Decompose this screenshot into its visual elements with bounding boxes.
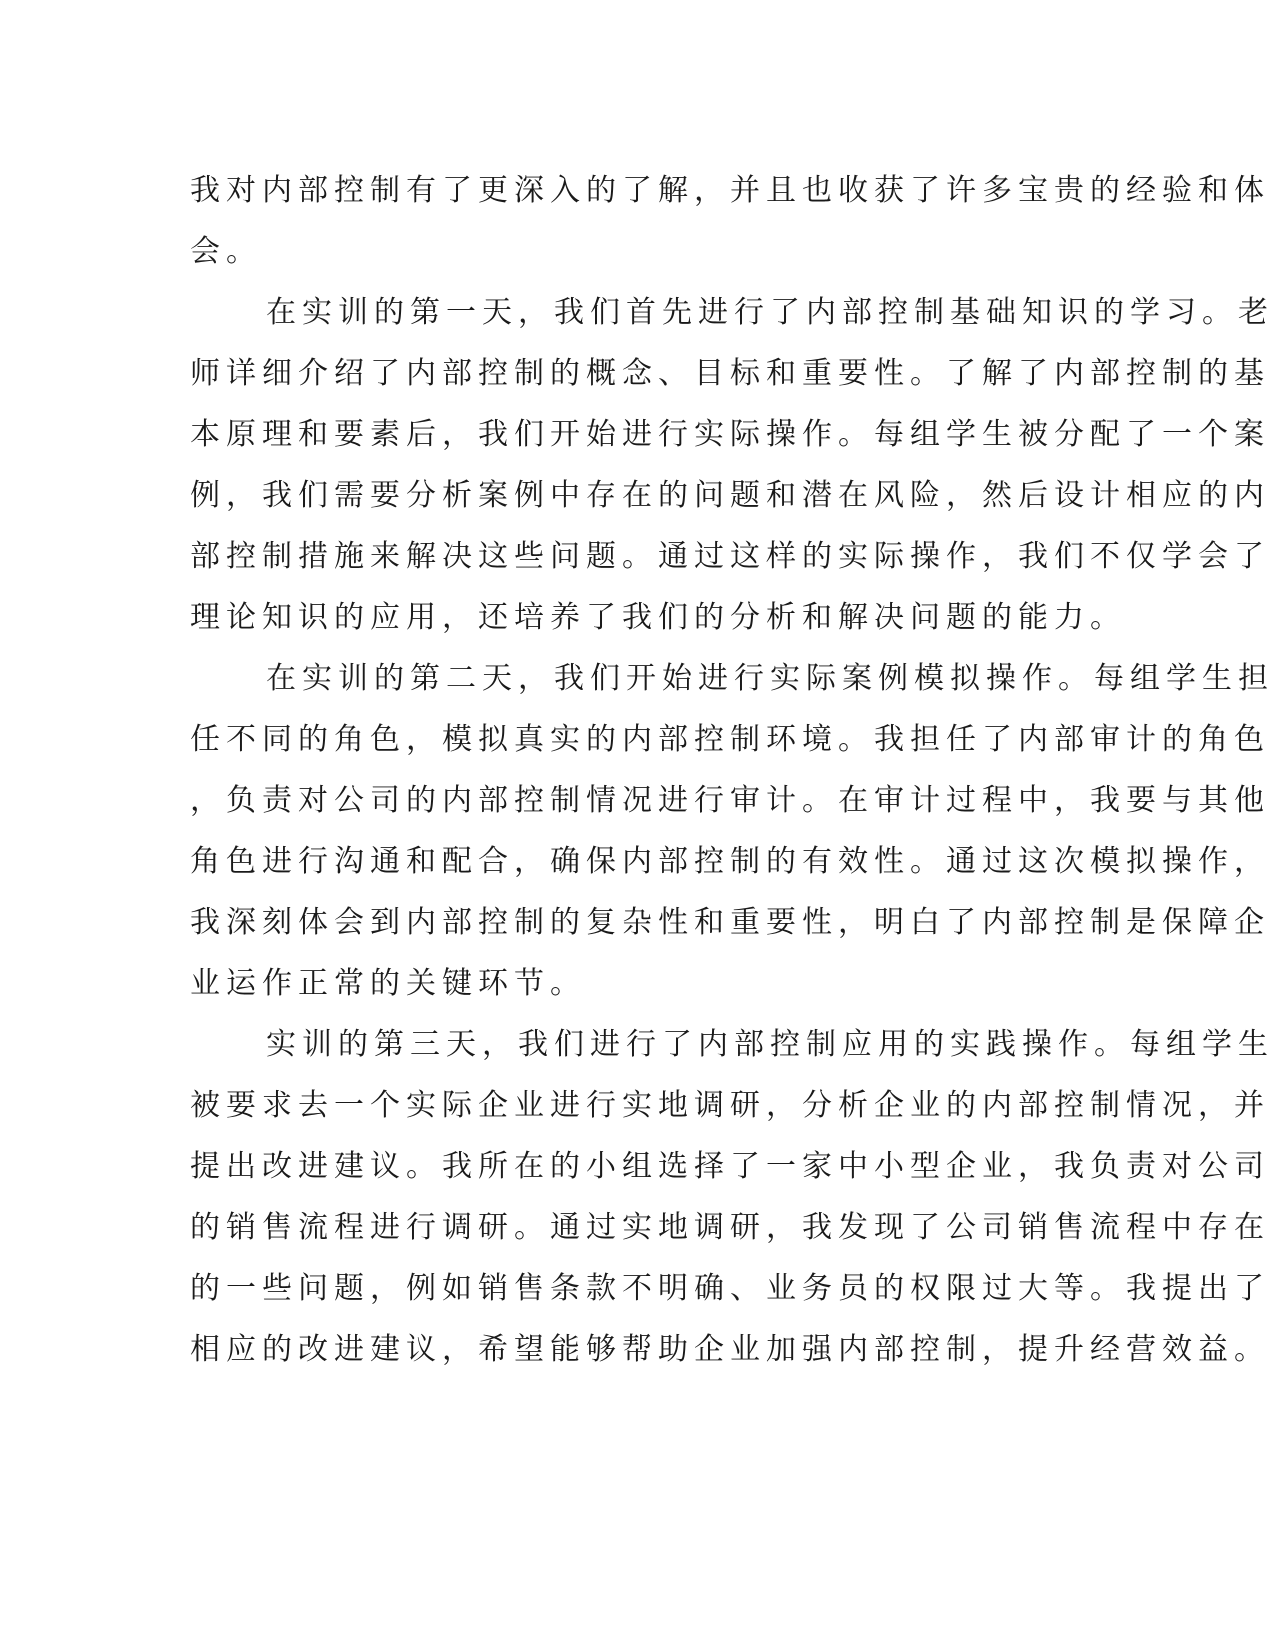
paragraph-line: 本原理和要素后，我们开始进行实际操作。每组学生被分配了一个案 — [190, 417, 1270, 452]
paragraph-line: 被要求去一个实际企业进行实地调研，分析企业的内部控制情况，并 — [190, 1088, 1270, 1123]
paragraph-line: 我深刻体会到内部控制的复杂性和重要性，明白了内部控制是保障企 — [190, 905, 1270, 940]
paragraph-3 — [190, 648, 1274, 1014]
paragraph-4 — [190, 1014, 1274, 1380]
paragraph-line: 例，我们需要分析案例中存在的问题和潜在风险，然后设计相应的内 — [190, 478, 1270, 513]
paragraph-line: 理论知识的应用，还培养了我们的分析和解决问题的能力。 — [190, 600, 1126, 635]
paragraph-line: 师详细介绍了内部控制的概念、目标和重要性。了解了内部控制的基 — [190, 356, 1270, 391]
paragraph-line: 会。 — [190, 234, 262, 269]
paragraph-line: 提出改进建议。我所在的小组选择了一家中小型企业，我负责对公司 — [190, 1149, 1270, 1184]
paragraph-line: 业运作正常的关键环节。 — [190, 966, 586, 1001]
paragraph-line: 的销售流程进行调研。通过实地调研，我发现了公司销售流程中存在 — [190, 1210, 1270, 1245]
paragraph-line: 实训的第三天，我们进行了内部控制应用的实践操作。每组学生 — [266, 1027, 1274, 1062]
paragraph-line: ，负责对公司的内部控制情况进行审计。在审计过程中，我要与其他 — [190, 783, 1270, 818]
paragraph-line: 的一些问题，例如销售条款不明确、业务员的权限过大等。我提出了 — [190, 1271, 1270, 1306]
paragraph-line: 在实训的第一天，我们首先进行了内部控制基础知识的学习。老 — [266, 295, 1274, 330]
paragraph-line: 在实训的第二天，我们开始进行实际案例模拟操作。每组学生担 — [266, 661, 1274, 696]
paragraph-line: 我对内部控制有了更深入的了解，并且也收获了许多宝贵的经验和体 — [190, 173, 1270, 208]
paragraph-line: 相应的改进建议，希望能够帮助企业加强内部控制，提升经营效益。 — [190, 1332, 1270, 1367]
paragraph-line: 部控制措施来解决这些问题。通过这样的实际操作，我们不仅学会了 — [190, 539, 1270, 574]
document-body — [190, 160, 1274, 1380]
paragraph-line: 任不同的角色，模拟真实的内部控制环境。我担任了内部审计的角色 — [190, 722, 1270, 757]
paragraph-1 — [190, 160, 1270, 282]
paragraph-line: 角色进行沟通和配合，确保内部控制的有效性。通过这次模拟操作， — [190, 844, 1270, 879]
paragraph-2 — [190, 282, 1274, 648]
